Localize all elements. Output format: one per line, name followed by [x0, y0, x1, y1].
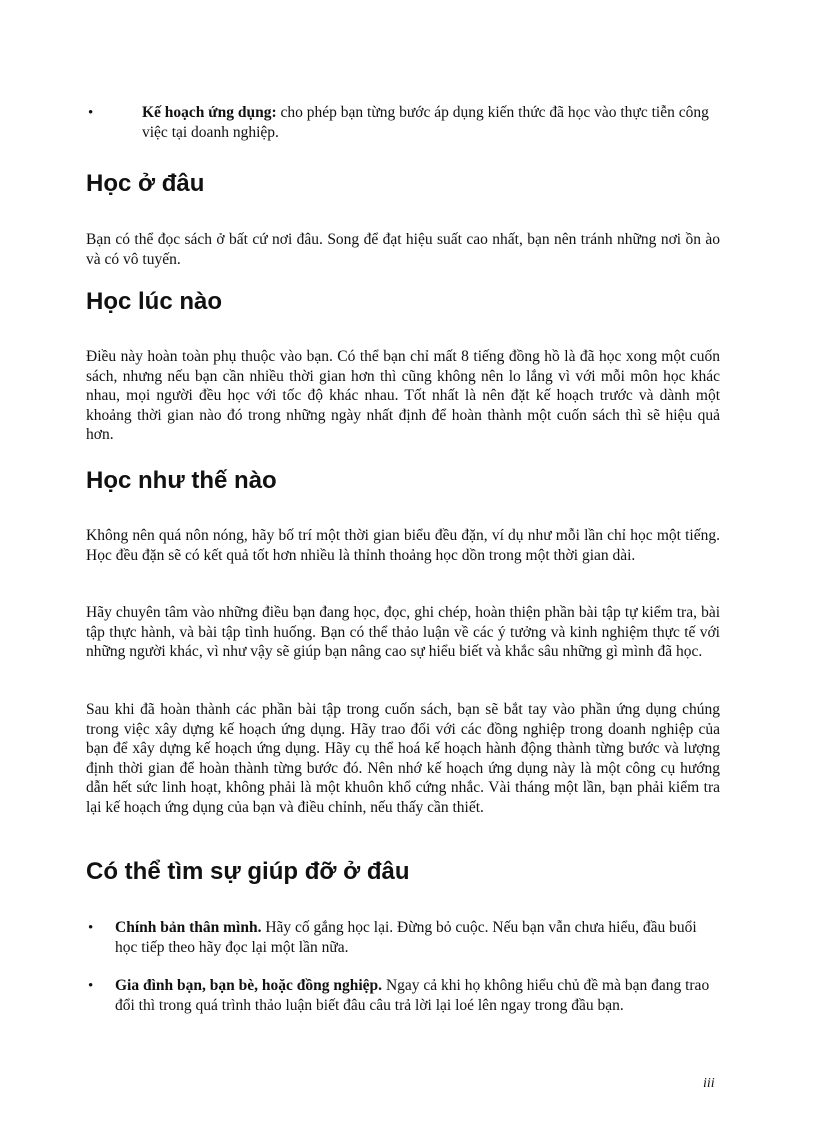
heading-how: Học như thế nào	[86, 467, 277, 494]
help-bullet-1-label: Chính bản thân mình.	[115, 919, 262, 936]
paragraph-when: Điều này hoàn toàn phụ thuộc vào bạn. Có thể bạn chỉ mất 8 tiếng đồng hồ là đã học xong một cuốn sách, nhưng nếu bạn cần nhiều thời gian hơn thì cũng không nên lo lắng vì với mỗi môn học khác nhau, mọi người đều học với tốc độ khác nhau. Tốt nhất là nên đặt kế hoạch trước và dành một khoảng thời gian nào đó trong những ngày nhất định để hoàn thành một cuốn sách thì sẽ hiệu quả hơn.	[86, 348, 720, 443]
bullet-dot-icon: •	[88, 978, 94, 994]
page-number: iii	[703, 1076, 715, 1091]
heading-help: Có thể tìm sự giúp đỡ ở đâu	[86, 858, 410, 885]
paragraph-how-1: Không nên quá nôn nóng, hãy bố trí một thời gian biểu đều đặn, ví dụ như mỗi lần chỉ học một tiếng. Học đều đặn sẽ có kết quả tốt hơn nhiều là thỉnh thoảng học dồn trong một thời gian dài.	[86, 527, 720, 564]
intro-bullet-text: cho phép bạn từng bước áp dụng kiến thức đã học vào thực tiễn công việc tại doanh nghiệp.	[142, 104, 709, 141]
help-bullet-2-label: Gia đình bạn, bạn bè, hoặc đồng nghiệp.	[115, 977, 383, 994]
heading-where: Học ở đâu	[86, 170, 205, 197]
help-bullet-1-text: Hãy cố gắng học lại. Đừng bỏ cuộc. Nếu bạn vẫn chưa hiểu, đầu buổi học tiếp theo hãy đọc lại một lần nữa.	[115, 919, 697, 956]
heading-when: Học lúc nào	[86, 288, 223, 315]
help-bullet-2-text: Ngay cả khi họ không hiểu chủ đề mà bạn đang trao đổi thì trong quá trình thảo luận biết đâu câu trả lời lại loé lên ngay trong đầu bạn.	[115, 977, 710, 1014]
bullet-dot-icon: •	[88, 920, 94, 936]
paragraph-how-2: Hãy chuyên tâm vào những điều bạn đang học, đọc, ghi chép, hoàn thiện phần bài tập tự kiểm tra, bài tập thực hành, và bài tập tình huống. Bạn có thể thảo luận về các ý tưởng và kinh nghiệm thực tế với những người khác, vì như vậy sẽ giúp bạn nâng cao sự hiểu biết và khắc sâu những gì mình đã học.	[86, 604, 720, 660]
intro-bullet-label: Kế hoạch ứng dụng:	[142, 104, 277, 121]
paragraph-how-3: Sau khi đã hoàn thành các phần bài tập trong cuốn sách, bạn sẽ bắt tay vào phần ứng dụng chúng trong việc xây dựng kế hoạch ứng dụng. Hãy trao đổi với các đồng nghiệp trong doanh nghiệp của bạn để xây dựng kế hoạch ứng dụng. Hãy cụ thể hoá kế hoạch hành động thành từng bước và lượng định thời gian để hoàn thành từng bước đó. Nên nhớ kế hoạch ứng dụng này là một công cụ hướng dẫn hết sức linh hoạt, không phải là một khuôn khổ cứng nhắc. Vài tháng một lần, bạn phải kiểm tra lại kế hoạch ứng dụng của bạn và điều chỉnh, nếu thấy cần thiết.	[86, 701, 720, 816]
bullet-dot-icon: •	[88, 105, 94, 121]
paragraph-where: Bạn có thể đọc sách ở bất cứ nơi đâu. Song để đạt hiệu suất cao nhất, bạn nên tránh những nơi ồn ào và có vô tuyến.	[86, 231, 720, 268]
